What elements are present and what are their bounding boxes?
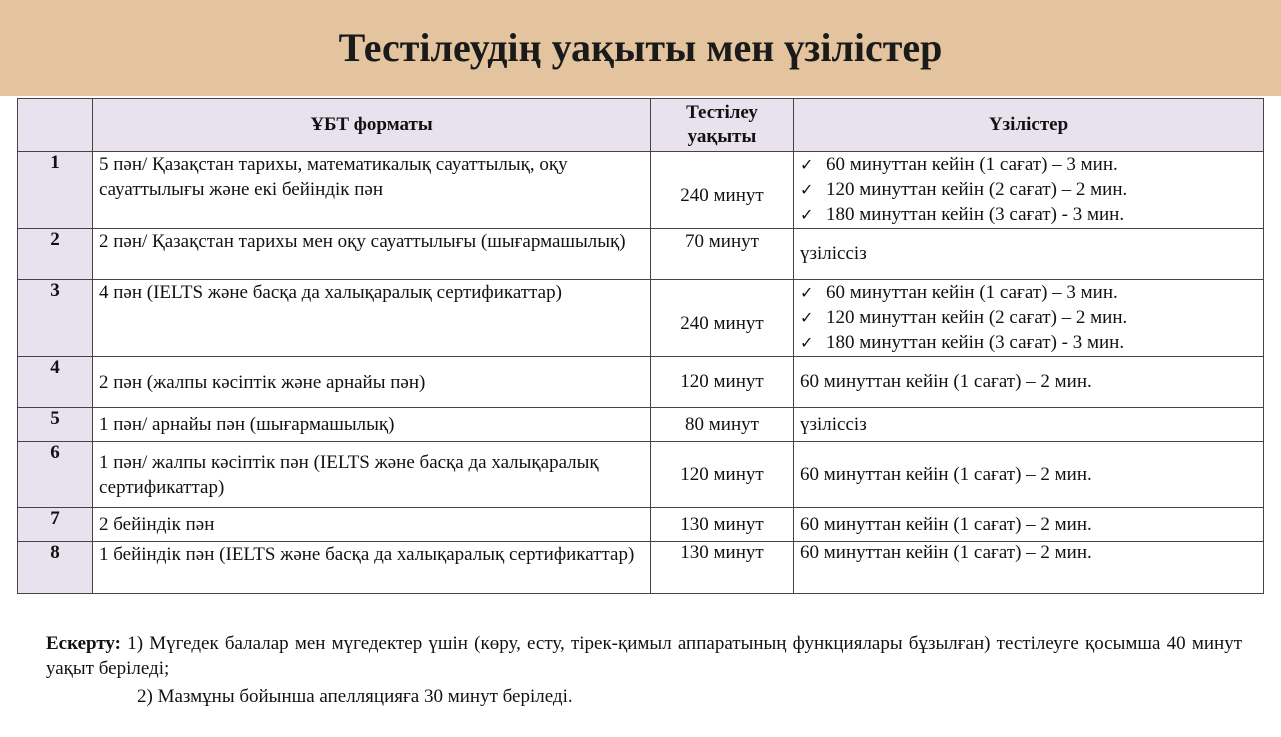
header-time: Тестілеу уақыты	[651, 99, 794, 152]
row-format: 1 пән/ арнайы пән (шығармашылық)	[93, 408, 651, 442]
row-breaks	[794, 152, 1264, 229]
row-time: 240 минут	[651, 280, 794, 357]
row-time: 240 минут	[651, 152, 794, 229]
row-breaks: үзіліссіз	[794, 229, 1264, 280]
row-number: 6	[18, 442, 93, 508]
row-number: 5	[18, 408, 93, 442]
table-row	[18, 542, 1264, 594]
row-breaks: 60 минуттан кейін (1 сағат) – 2 мин.	[794, 508, 1264, 542]
row-number: 8	[18, 542, 93, 594]
check-icon: ✓	[800, 308, 814, 327]
table-row	[18, 357, 1264, 408]
table-row	[18, 442, 1264, 508]
break-item: ✓ 180 минуттан кейін (3 сағат) - 3 мин.	[800, 332, 1125, 353]
footnote-label: Ескерту:	[46, 633, 121, 654]
check-icon: ✓	[800, 155, 814, 174]
row-format: 1 пән/ жалпы кәсіптік пән (IELTS және басқа да халықаралық сертификаттар)	[93, 442, 651, 508]
row-breaks: үзіліссіз	[794, 408, 1264, 442]
row-breaks: 60 минуттан кейін (1 сағат) – 2 мин.	[794, 357, 1264, 408]
row-number: 3	[18, 280, 93, 357]
row-format: 2 пән (жалпы кәсіптік және арнайы пән)	[93, 357, 651, 408]
page-title: Тестілеудің уақыты мен үзілістер	[338, 25, 943, 70]
header-number	[18, 99, 93, 152]
table-row	[18, 152, 1264, 229]
row-time: 120 минут	[651, 357, 794, 408]
break-item: ✓ 120 минуттан кейін (2 сағат) – 2 мин.	[800, 307, 1128, 328]
row-time: 120 минут	[651, 442, 794, 508]
break-item: ✓ 120 минуттан кейін (2 сағат) – 2 мин.	[800, 179, 1128, 200]
row-breaks: 60 минуттан кейін (1 сағат) – 2 мин.	[794, 442, 1264, 508]
row-number: 1	[18, 152, 93, 229]
row-format: 1 бейіндік пән (IELTS және басқа да халықаралық сертификаттар)	[93, 542, 651, 594]
row-format: 4 пән (IELTS және басқа да халықаралық сертификаттар)	[93, 280, 651, 357]
row-format: 2 бейіндік пән	[93, 508, 651, 542]
header-format: ҰБТ форматы	[93, 99, 651, 152]
footnote-item-2: 2) Мазмұны бойынша апелляцияға 30 минут беріледі.	[137, 686, 573, 707]
row-format: 5 пән/ Қазақстан тарихы, математикалық сауаттылық, оқу сауаттылығы және екі бейіндік пән	[93, 152, 651, 229]
row-time: 130 минут	[651, 508, 794, 542]
row-time: 130 минут	[651, 542, 794, 594]
check-icon: ✓	[800, 283, 814, 302]
table-header-row	[18, 99, 1264, 152]
table-row	[18, 280, 1264, 357]
row-number: 7	[18, 508, 93, 542]
break-item: ✓ 60 минуттан кейін (1 сағат) – 3 мин.	[800, 282, 1118, 303]
footnote-item-1: 1) Мүгедек балалар мен мүгедектер үшін (көру, есту, тірек-қимыл аппаратының функциялары бұзылған) тестілеуге қосымша 40 минут уақыт беріледі;	[46, 633, 1243, 679]
row-time: 70 минут	[651, 229, 794, 280]
row-breaks	[794, 280, 1264, 357]
check-icon: ✓	[800, 205, 814, 224]
row-number: 4	[18, 357, 93, 408]
row-breaks: 60 минуттан кейін (1 сағат) – 2 мин.	[794, 542, 1264, 594]
row-time: 80 минут	[651, 408, 794, 442]
row-number: 2	[18, 229, 93, 280]
check-icon: ✓	[800, 333, 814, 352]
header-breaks: Үзілістер	[794, 99, 1264, 152]
break-item: ✓ 180 минуттан кейін (3 сағат) - 3 мин.	[800, 204, 1125, 225]
table-row	[18, 229, 1264, 280]
footnote	[46, 631, 1242, 681]
break-item: ✓ 60 минуттан кейін (1 сағат) – 3 мин.	[800, 154, 1118, 175]
check-icon: ✓	[800, 180, 814, 199]
table-row	[18, 408, 1264, 442]
table-row	[18, 508, 1264, 542]
row-format: 2 пән/ Қазақстан тарихы мен оқу сауаттылығы (шығармашылық)	[93, 229, 651, 280]
schedule-table	[17, 98, 1264, 594]
